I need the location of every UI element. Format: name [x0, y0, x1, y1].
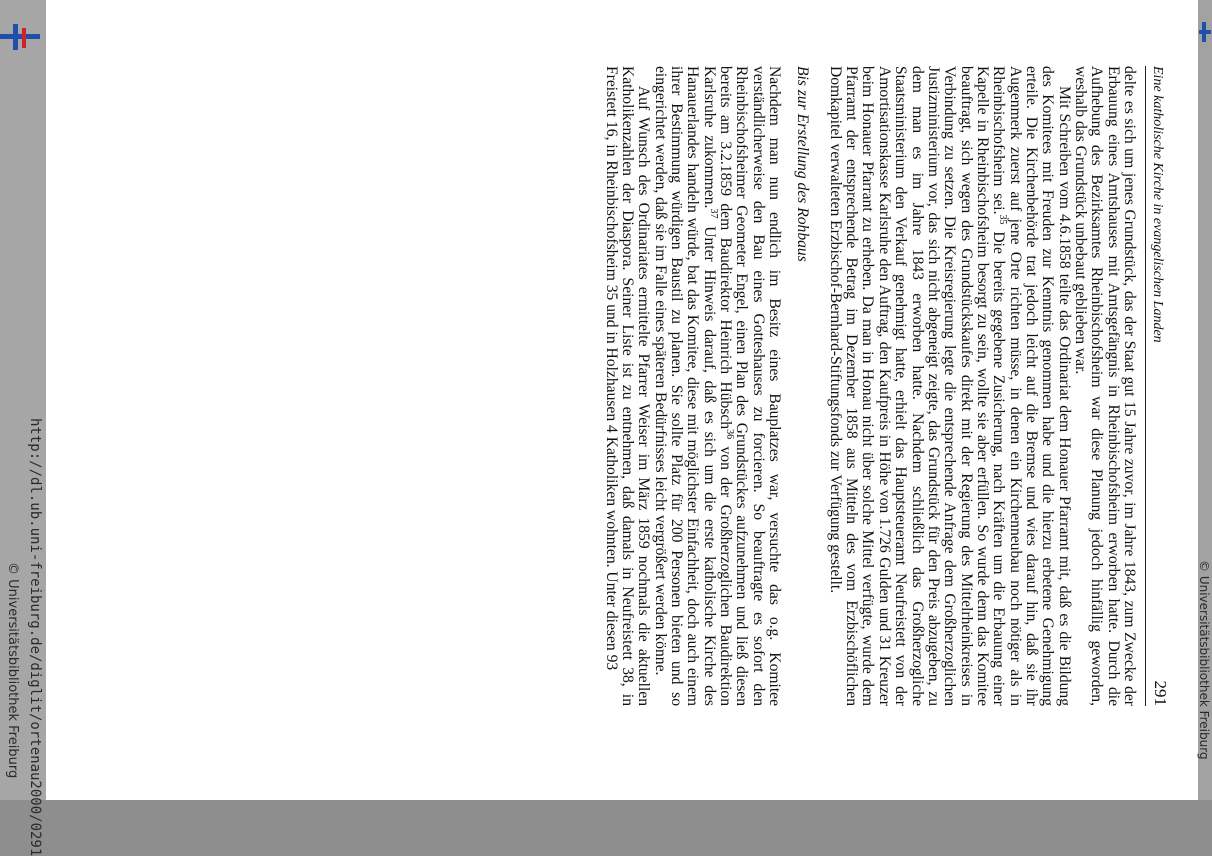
paragraph-3 — [651, 66, 782, 706]
paragraph-1: delte es sich um jenes Grundstück, das der Staat gut 15 Jahre zuvor, im Jahre 1843, zum Zwecke der Erbauung eines Amtshauses mit Amtsgefängnis in Rheinbischofsheim erworben hatte. Durch die Aufhebung des Bezirksamtes Rheinbischofsheim war diese Planung jedoch hinfällig geworden, weshalb das Grundstück unbebaut geblieben war. — [1071, 66, 1138, 706]
paragraph-2-text-b: Die bereits gegebene Zusicherung, nach Kräften um die Erbauung einer Kapelle in Rheinbischofsheim besorgt zu sein, wollte sie aber erfüllen. So wurde denn das Komitee beauftragt, sich wegen des Grundstückskaufes direkt mit der Regierung des Mittelrheinkreises in Verbindung zu setzen. Die Kreisregierung legte die entsprechende Anfrage dem Großherzoglichen Justizministerium vor, das sich nicht abgeneigt zeigte, das Grundstück für den Preis abzugeben, zu dem man es im Jahre 1843 erworben hatte. Nachdem schließlich das Großherzogliche Staatsministerium den Verkauf genehmigt hatte, erhielt das Hauptsteueramt Neufreistett von der Amortisationskasse Karlsruhe den Auftrag, den Kaufpreis in Höhe von 1.726 Gulden und 31 Kreuzer beim Honauer Pfarrant zu erheben. Da man in Honau nicht über solche Mittel verfügte, wurde dem Pfarramt der entsprechende Betrag im Dezember 1858 aus Mitteln des vom Erzbischöflichen Domkapitel verwalteten Erzbischof-Bernhard-Stiftungsfonds zur Verfügung gestellt. — [826, 66, 1008, 706]
paragraph-3-text-a: Nachdem man nun endlich im Besitz eines Bauplatzes war, versuchte das o.g. Komitee verständlicherweise den Bau eines Gotteshauses zu forcieren. So beauftragte es sofort den Rheinbischofsheimer Geometer Engel, einen Plan des Grundstückes aufzunehmen und ließ diesen bereits am 3.2.1859 dem Baudirektor Heinrich Hübsch — [717, 66, 784, 706]
paragraph-4: Auf Wunsch des Ordinariates ermittelte Pfarrer Weiser im März 1859 nochmals die aktuellen Katholikenzahlen der Diaspora. Seiner Liste ist zu entnehmen, daß damals in Neufreistett 38, in Freistett 16, in Rheinbischofsheim 35 und in Holzhausen 4 Katholiken wohnten. Unter diesen 93 — [602, 66, 653, 706]
library-logo-icon — [0, 24, 40, 50]
printed-page-rotated — [602, 66, 1170, 706]
running-head — [1145, 66, 1170, 706]
paragraph-3-text-b: von der Großherzoglichen Baudirektion Karlsruhe zukommen. — [700, 66, 735, 706]
page-number: 291 — [1151, 680, 1170, 706]
copyright-vertical: © Universitätsbibliothek Freiburg — [5, 562, 20, 779]
footnote-ref-36: 36 — [724, 429, 736, 440]
paragraph-2 — [826, 66, 1071, 706]
copyright-right-edge: © Universitätsbibliothek Freiburg — [1197, 560, 1211, 760]
running-head-title: Eine katholische Kirche in evangelischen Landen — [1150, 66, 1165, 343]
section-heading: Bis zur Erstellung des Rohbaus — [794, 66, 812, 262]
document-url-vertical[interactable]: http://dl.ub.uni-freiburg.de/diglit/ortenau2000/0291 — [27, 418, 43, 856]
footnote-ref-37: 37 — [707, 208, 719, 219]
scanned-page — [46, 0, 1198, 800]
footnote-ref-35: 35 — [997, 214, 1009, 225]
paragraph-2-text-a: Mit Schreiben vom 4.6.1858 teilte das Ordinariat dem Honauer Pfarramt mit, daß es die Bildung des Komitees mit Freuden zur Kenntnis genommen habe und die hierzu erbetene Genehmigung erteile. Die Kirchenbehörde trat jedoch leicht auf die Bremse und wies darauf hin, daß sie ihr Augenmerk zuerst auf jene Orte richten müsse, in denen ein Kirchenneubau noch nötiger als in Rheinbischofsheim sei. — [990, 66, 1073, 706]
paragraph-3-text-c: Unter Hinweis darauf, daß es sich um die erste katholische Kirche des Hanauerlandes handeln würde, bat das Komitee, diese mit möglichster Einfachheit, doch auch einem ihrer Bestimmung würdigen Baustil zu planen. Sie sollte Platz für 200 Personen bieten und so eingerichtet werden, daß sie im Falle eines späteren Bedürfnisses leicht vergrößert werden könne. — [651, 66, 718, 706]
library-logo-partial-icon — [1199, 22, 1211, 42]
